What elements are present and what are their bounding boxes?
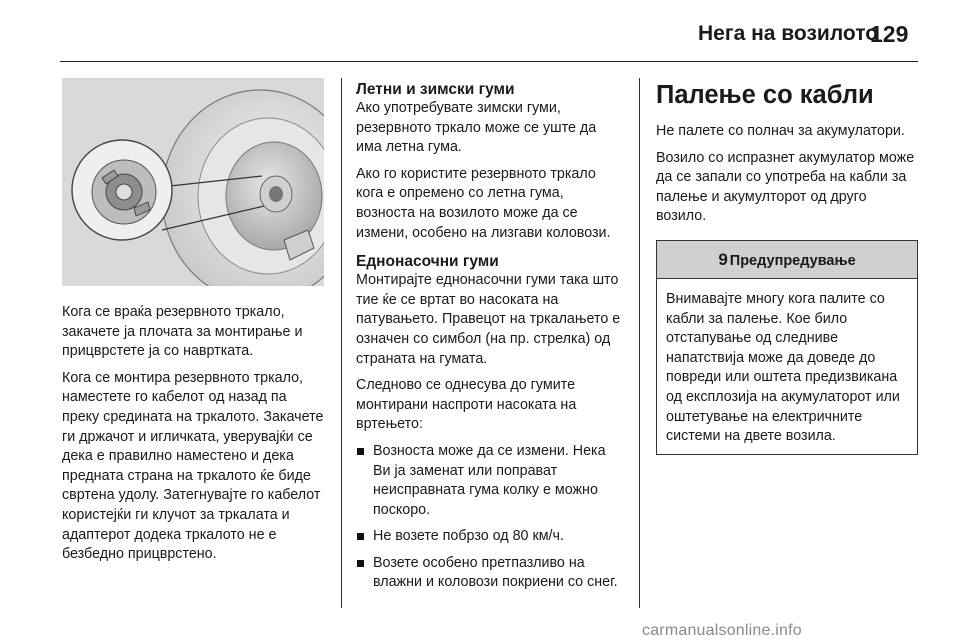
list-item-text: Не возете побрзо од 80 км/ч. xyxy=(373,528,564,545)
warning-header xyxy=(657,241,917,279)
spare-wheel-illustration xyxy=(62,78,324,286)
header-title: Нега на возилото xyxy=(698,22,879,45)
bullet-square-icon xyxy=(357,533,364,540)
list-item-text: Возноста може да се измени. Нека Ви ја заменат или поправат неисправната гума колку е можно поскоро. xyxy=(373,442,606,518)
paragraph: Монтирајте еднонасочни гуми така што тие ќе се вртат во насоката на патувањето. Правецот на тркалањето е означен со симбол (на пр. стрелка) од страната на гумата. xyxy=(356,272,621,367)
header-rule xyxy=(60,61,918,62)
paragraph: Ако употребувате зимски гуми, резервното тркало може се уште да има летна гума. xyxy=(356,100,597,156)
section-heading-summer-winter-tyres: Летни и зимски гуми xyxy=(356,81,515,98)
section-title-jump-starting: Палење со кабли xyxy=(656,81,874,109)
column-divider-2 xyxy=(639,78,640,608)
paragraph: Кога се враќа резервното тркало, закачете ја плочата за монтирање и прицврстете ја со навртката. xyxy=(62,304,303,360)
column-left xyxy=(62,303,324,572)
warning-box xyxy=(656,240,918,455)
watermark: carmanualsonline.info xyxy=(642,622,802,639)
list-item xyxy=(356,554,624,593)
warning-title: Предупредување xyxy=(729,253,856,269)
paragraph: Ако го користите резервното тркало кога е опремено со летна гума, возноста на возилото може да се измени, особено на лизгави коловози. xyxy=(356,165,611,241)
list-item-text: Возете особено претпазливо на влажни и коловози покриени со снег. xyxy=(373,554,618,591)
paragraph: Возило со испразнет акумулатор може да се запали со употреба на кабли за палење и акумулторот од друго возило. xyxy=(656,149,915,225)
list-item xyxy=(356,442,624,520)
warning-icon: 9 xyxy=(718,250,728,269)
warning-text: Внимавајте многу кога палите со кабли за палење. Кое било отстапување од следниве напатствија може да доведе до повреди или оштета предизвикана од експлозија на акумулаторот или оштетување на електричните системи на двете возила. xyxy=(666,291,900,445)
page-header xyxy=(0,0,960,62)
section-heading-directional-tyres: Еднонасочни гуми xyxy=(356,253,499,271)
paragraph: Следново се однесува до гумите монтирани наспроти насоката на вртењето: xyxy=(356,377,577,433)
column-middle xyxy=(356,80,624,600)
page-number: 129 xyxy=(870,21,909,47)
paragraph: Кога се монтира резервното тркало, наместете го кабелот од назад па преку средината на тркалото. Закачете ги држачот и игличката, уверувајќи се дека е правилно наместено и дека предната страна на тркалото ќе биде свртена удолу. Затегнувајте го кабелот користејќи ги клучот за тркалата и адаптерот додека тркалото не е безбедно прицврстено. xyxy=(62,369,324,563)
spare-wheel-drawing xyxy=(62,78,324,286)
column-right xyxy=(656,80,920,234)
paragraph: Не палете со полнач за акумулатори. xyxy=(656,123,905,139)
bullet-list xyxy=(356,442,624,593)
bullet-square-icon xyxy=(357,560,364,567)
bullet-square-icon xyxy=(357,448,364,455)
list-item xyxy=(356,527,624,547)
column-divider-1 xyxy=(341,78,342,608)
